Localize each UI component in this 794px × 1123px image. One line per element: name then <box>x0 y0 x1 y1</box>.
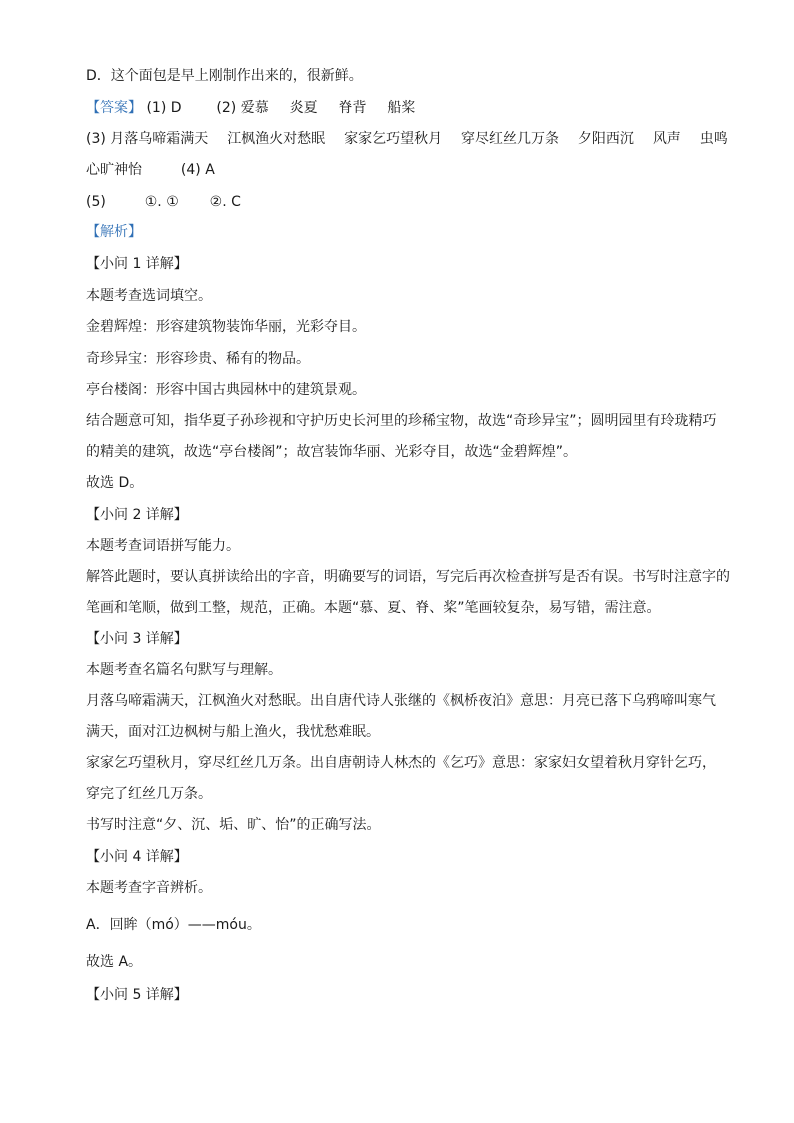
answer-line-1 <box>86 98 415 118</box>
answer-3-part-1: (3) 月落乌啼霜满天 <box>86 131 209 147</box>
q4-explain: A．回眸（mó）——móu。 <box>86 917 261 933</box>
q3-explain-1: 月落乌啼霜满天，江枫渔火对愁眠。出自唐代诗人张继的《枫桥夜泊》意思：月亮已落下乌鸦啼叫寒气 <box>86 693 716 709</box>
answer-line-3 <box>86 160 215 180</box>
answer-2-word-1: (2) 爱慕 <box>216 100 269 116</box>
q1-heading: 【小问 1 详解】 <box>86 256 188 272</box>
q1-topic: 本题考查选词填空。 <box>86 288 212 304</box>
answer-3-part-6: 风声 <box>652 131 681 147</box>
q2-topic: 本题考查词语拼写能力。 <box>86 538 240 554</box>
q3-heading: 【小问 3 详解】 <box>86 631 188 647</box>
analysis-line <box>86 222 142 242</box>
answer-2-word-3: 脊背 <box>338 100 367 116</box>
answer-5-label: (5) <box>86 194 106 210</box>
answer-3-part-3: 家家乞巧望秋月 <box>344 131 443 147</box>
answer-5-part-2: ②. C <box>209 194 241 210</box>
answer-line-2 <box>86 129 728 149</box>
answer-label: 【答案】 <box>86 100 142 116</box>
q1-explain-2: 的精美的建筑，故选“亭台楼阁”；故宫装饰华丽、光彩夺目，故选“金碧辉煌”。 <box>86 444 578 460</box>
q4-heading: 【小问 4 详解】 <box>86 849 188 865</box>
answer-2-word-4: 船桨 <box>387 100 416 116</box>
answer-line-4 <box>86 192 241 212</box>
q3-topic: 本题考查名篇名句默写与理解。 <box>86 662 282 678</box>
q3-explain-3: 家家乞巧望秋月，穿尽红丝几万条。出自唐朝诗人林杰的《乞巧》意思：家家妇女望着秋月穿针乞巧， <box>86 755 716 771</box>
q4-choice: 故选 A。 <box>86 954 143 970</box>
q1-def-3: 亭台楼阁：形容中国古典园林中的建筑景观。 <box>86 382 366 398</box>
q2-explain-2: 笔画和笔顺，做到工整，规范，正确。本题“慕、夏、脊、桨”笔画较复杂，易写错，需注意。 <box>86 600 661 616</box>
q3-explain-5: 书写时注意“夕、沉、垢、旷、怡”的正确写法。 <box>86 817 381 833</box>
answer-3-part-2: 江枫渔火对愁眠 <box>227 131 326 147</box>
analysis-label: 【解析】 <box>86 224 142 240</box>
q2-explain-1: 解答此题时，要认真拼读给出的字音，明确要写的词语，写完后再次检查拼写是否有误。书写时注意字的 <box>86 569 730 585</box>
option-d-line <box>86 66 363 86</box>
q1-explain-1: 结合题意可知，指华夏子孙珍视和守护历史长河里的珍稀宝物，故选“奇珍异宝”；圆明园里有玲珑精巧 <box>86 413 717 429</box>
answer-3-part-8: 心旷神怡 <box>86 162 142 178</box>
option-d-text: D．这个面包是早上刚制作出来的，很新鲜。 <box>86 68 363 84</box>
answer-3-part-7: 虫鸣 <box>699 131 728 147</box>
answer-5-part-1: ①. ① <box>144 194 179 210</box>
answer-3-part-4: 穿尽红丝几万条 <box>461 131 559 147</box>
q3-explain-2: 满天，面对江边枫树与船上渔火，我忧愁难眠。 <box>86 724 380 740</box>
q1-def-1: 金碧辉煌：形容建筑物装饰华丽，光彩夺目。 <box>86 319 366 335</box>
q5-heading: 【小问 5 详解】 <box>86 987 188 1003</box>
answer-3-part-5: 夕阳西沉 <box>577 131 634 147</box>
q1-choice: 故选 D。 <box>86 475 144 491</box>
answer-2-word-2: 炎夏 <box>289 100 318 116</box>
answer-4: (4) A <box>180 162 215 178</box>
q3-explain-4: 穿完了红丝几万条。 <box>86 786 212 802</box>
answer-1: (1) D <box>146 100 182 116</box>
q1-def-2: 奇珍异宝：形容珍贵、稀有的物品。 <box>86 351 310 367</box>
q2-heading: 【小问 2 详解】 <box>86 507 188 523</box>
q4-topic: 本题考查字音辨析。 <box>86 880 212 896</box>
